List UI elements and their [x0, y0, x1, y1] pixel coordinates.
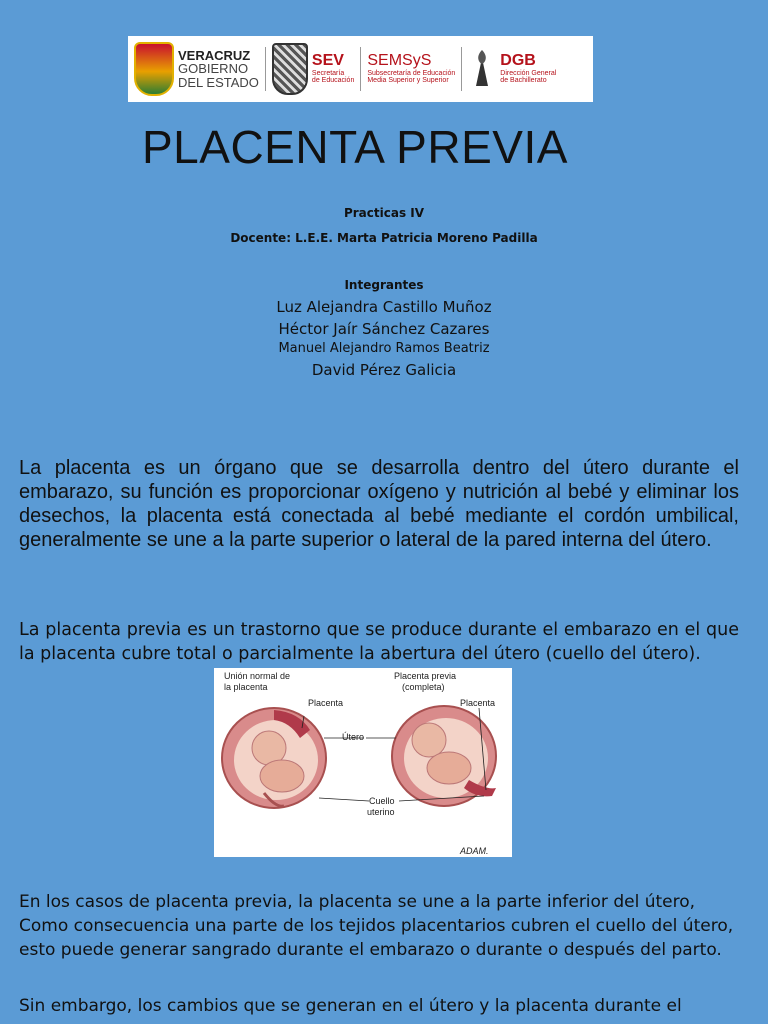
semsys-logo: [367, 53, 455, 84]
veracruz-gov-1: GOBIERNO: [178, 61, 249, 77]
logo-divider: [265, 47, 266, 91]
label-placenta-left: Placenta: [308, 698, 344, 708]
dgb-sub-1: Dirección General: [500, 70, 557, 78]
right-caption-2: (completa): [402, 682, 445, 692]
paragraph-placenta-previa-definition: La placenta previa es un trastorno que se produce durante el embarazo en el que la placenta cubre total o parcialmente la abertura del útero (cuello del útero).: [19, 620, 739, 664]
label-cuello-1: Cuello: [369, 796, 395, 806]
normal-uterus-drawing: [222, 708, 326, 808]
semsys-sub-1: Subsecretaría de Educación: [367, 70, 456, 78]
member-name: Luz Alejandra Castillo Muñoz: [276, 298, 492, 316]
semsys-title: SEMSyS: [367, 52, 432, 70]
placenta-illustration: [214, 668, 512, 857]
member-name: Manuel Alejandro Ramos Beatriz: [278, 341, 490, 356]
label-placenta-right: Placenta: [460, 698, 496, 708]
page-title: PLACENTA PREVIA: [142, 121, 568, 173]
veracruz-gov-2: DEL ESTADO: [178, 74, 259, 90]
dgb-sub-2: de Bachillerato: [500, 77, 547, 85]
semsys-sub-2: Media Superior y Superior: [367, 77, 449, 85]
paragraph-changes: Sin embargo, los cambios que se generan en el útero y la placenta durante el: [19, 996, 682, 1016]
sev-title: SEV: [311, 52, 344, 70]
veracruz-name: VERACRUZ: [178, 47, 251, 63]
sev-sub-1: Secretaría: [311, 70, 345, 78]
left-caption-2: la placenta: [224, 682, 268, 692]
teacher-name: Docente: L.E.E. Marta Patricia Moreno Padilla: [230, 231, 538, 245]
course-name: Practicas IV: [343, 206, 425, 220]
paragraph-placenta-definition: La placenta es un órgano que se desarrolla dentro del útero durante el embarazo, su función es proporcionar oxígeno y nutrición al bebé y eliminar los desechos, la placenta está conectada al bebé mediante el cordón umbilical, generalmente se une a la parte superior o lateral de la pared interna del útero.: [19, 457, 739, 551]
member-name: Héctor Jaír Sánchez Cazares: [278, 320, 490, 338]
sev-logo: [272, 43, 354, 95]
dgb-logo: [468, 46, 556, 92]
dgb-torch-icon: [468, 46, 496, 92]
veracruz-logo: [134, 42, 259, 96]
logo-divider: [360, 47, 361, 91]
member-name: David Pérez Galicia: [311, 361, 457, 379]
label-utero: Útero: [342, 732, 365, 742]
members-heading: Integrantes: [344, 278, 424, 292]
label-cuello-2: uterino: [367, 807, 395, 817]
veracruz-shield-icon: [134, 42, 174, 96]
logo-divider: [461, 47, 462, 91]
sev-sub-2: de Educación: [311, 77, 355, 85]
placenta-figure: [214, 668, 512, 857]
logo-banner: [128, 36, 593, 102]
right-caption-1: Placenta previa: [394, 671, 457, 681]
sev-shield-icon: [272, 43, 308, 95]
adam-credit: ADAM.: [460, 846, 489, 856]
dgb-title: DGB: [500, 52, 536, 70]
left-caption-1: Unión normal de: [224, 671, 291, 681]
paragraph-placenta-previa-cases: En los casos de placenta previa, la placenta se une a la parte inferior del útero, Como consecuencia una parte de los tejidos placentarios cubren el cuello del útero, esto puede generar sangrado durante el embarazo o durante o después del parto.: [19, 892, 734, 960]
